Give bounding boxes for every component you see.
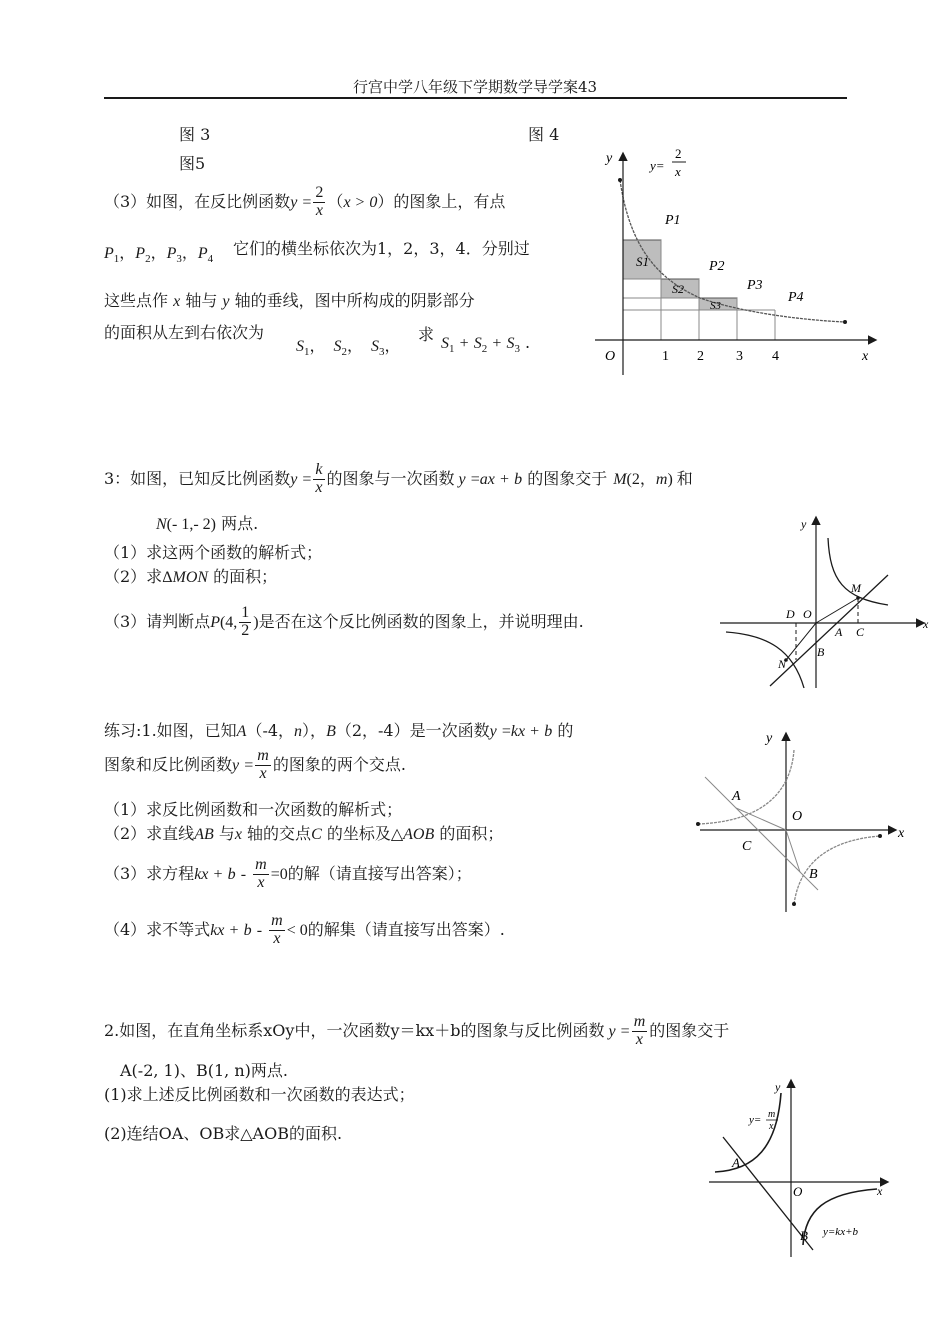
p3-ask: 求 (418, 325, 435, 344)
line-ab (705, 777, 818, 890)
fig4-label: 图 4 (528, 125, 560, 144)
line-om (816, 598, 858, 623)
q3-sub1: （1）求这两个函数的解析式； (104, 543, 323, 562)
line-mn (770, 575, 888, 686)
label-o: O (803, 607, 812, 621)
ex2-sub1: (1)求上述反比例函数和一次函数的表达式； (104, 1085, 415, 1104)
label-n: N (778, 657, 787, 671)
point-p4: P4 (788, 290, 804, 305)
p3-line2: 它们的横坐标依次为1，2，3，4．分别过 (233, 239, 530, 258)
fraction-m-over-x: $\frac{m}{x}$ (257, 747, 269, 782)
figure-ex1 (690, 722, 915, 917)
fraction-1-over-2: $\frac{1}{2}$ (241, 604, 250, 639)
ex1-sub2: （2）求直线AB 与x 轴的交点C 的坐标及△AOB 的面积； (104, 824, 504, 843)
label-o: O (792, 809, 803, 824)
curve-label-num: 2 (675, 146, 682, 161)
ex1-sub4: （4）求不等式kx + b - $\frac{m}{x}$ < 0的解集（请直接写出答案）. (104, 912, 505, 947)
hyperbola-branch-2 (715, 1093, 781, 1172)
label-a: A (835, 625, 843, 639)
fraction-k-over-x: $\frac{k}{x}$ (315, 461, 323, 496)
ex1-sub1: （1）求反比例函数和一次函数的解析式； (104, 800, 403, 819)
p3-line1: （3）如图，在反比例函数y = $\frac{2}{x}$ （x > 0）的图象上，有点 (104, 184, 506, 219)
hyperbola-branch-4 (794, 836, 880, 904)
curve-label-num: m (768, 1109, 776, 1120)
label-a: A (732, 789, 741, 804)
line-on (786, 623, 816, 660)
x-axis-label: x (923, 617, 929, 631)
y-axis-label: y (606, 151, 613, 166)
origin-label: O (793, 1184, 803, 1199)
area-label-s1: S1 (636, 254, 649, 269)
line-label: y=kx+b (823, 1226, 858, 1238)
q3-sub2: （2）求ΔMON 的面积； (104, 567, 278, 586)
x-axis-label: x (898, 826, 905, 841)
curve-label-den: x (675, 164, 681, 179)
label-a: A (732, 1155, 740, 1170)
curve-label: y= (650, 158, 665, 173)
p3-line4: 的面积从左到右依次为 (104, 323, 265, 342)
point-p1: P1 (665, 213, 681, 228)
figure-p3-hyperbola (590, 140, 890, 380)
q3-line1: 3：如图，已知反比例函数y = $\frac{k}{x}$ 的图象与一次函数 y =ax + b 的图象交于 M(2，m) 和 (104, 461, 693, 496)
p3-line3: 这些点作 x 轴与 y 轴的垂线，图中所构成的阴影部分 (104, 291, 475, 310)
area-label-s2: S2 (672, 282, 684, 296)
y-axis-label: y (766, 731, 773, 746)
fig3-label: 图 3 (179, 125, 211, 144)
q3-sub3: （3）请判断点P(4, $\frac{1}{2}$ )是否在这个反比例函数的图象上，并说明理由. (104, 604, 584, 639)
ex2-line1: 2.如图，在直角坐标系xOy中，一次函数y＝kx＋b的图象与反比例函数 y = $\frac{m}{x}$ 的图象交于 (104, 1013, 730, 1048)
label-c: C (856, 625, 865, 639)
ex2-sub2: (2)连结OA、OB求△AOB的面积. (104, 1124, 343, 1143)
hyperbola-branch-2 (726, 632, 804, 688)
label-b: B (817, 645, 825, 659)
fraction-2-over-x: $\frac{2}{x}$ (315, 184, 324, 219)
ex1-line1: 练习:1.如图，已知A（-4，n），B（2，-4）是一次函数y =kx + b 的 (104, 721, 574, 740)
figure-ex2 (705, 1075, 910, 1260)
ex1-sub3: （3）求方程kx + b - $\frac{m}{x}$ =0的解（请直接写出答案）； (104, 856, 472, 891)
y-axis-label: y (801, 517, 807, 531)
label-d: D (786, 607, 795, 621)
tick-1: 1 (662, 349, 669, 364)
tick-2: 2 (697, 349, 704, 364)
label-b: B (809, 867, 818, 882)
ex1-line2: 图象和反比例函数y = $\frac{m}{x}$ 的图象的两个交点. (104, 747, 406, 782)
page-header (0, 76, 950, 97)
x-axis-label: x (877, 1184, 883, 1198)
point-p2: P2 (709, 259, 725, 274)
point-p3: P3 (747, 278, 763, 293)
curve-label: y= (749, 1114, 762, 1126)
figure-q3 (718, 510, 943, 690)
tick-3: 3 (736, 349, 743, 364)
header-title: 行宫中学八年级下学期数学导学案43 (352, 78, 598, 96)
curve-label-den: x (769, 1121, 774, 1132)
area-label-s3: S3 (710, 300, 721, 312)
line-oa (736, 808, 786, 830)
fig5-label: 图5 (179, 154, 206, 173)
p3-points-list: $P_1$，$P_2$，$P_3$，$P_4$ (104, 243, 214, 265)
q3-line2: N(- 1,- 2) 两点. (156, 514, 259, 533)
label-c: C (742, 839, 752, 854)
p3-areas: $S_1$， $S_2$， $S_3$， (296, 336, 401, 358)
tick-4: 4 (772, 349, 779, 364)
y-axis-label: y (775, 1080, 781, 1094)
label-b: B (800, 1228, 808, 1243)
origin-label: O (605, 349, 616, 364)
label-m: M (851, 581, 861, 595)
ex2-line2: A(-2, 1)、B(1, n)两点. (120, 1061, 288, 1080)
header-rule (104, 97, 847, 99)
x-axis-label: x (862, 349, 869, 364)
p3-sum: $S_1 + S_2 + S_3$ . (441, 333, 531, 355)
